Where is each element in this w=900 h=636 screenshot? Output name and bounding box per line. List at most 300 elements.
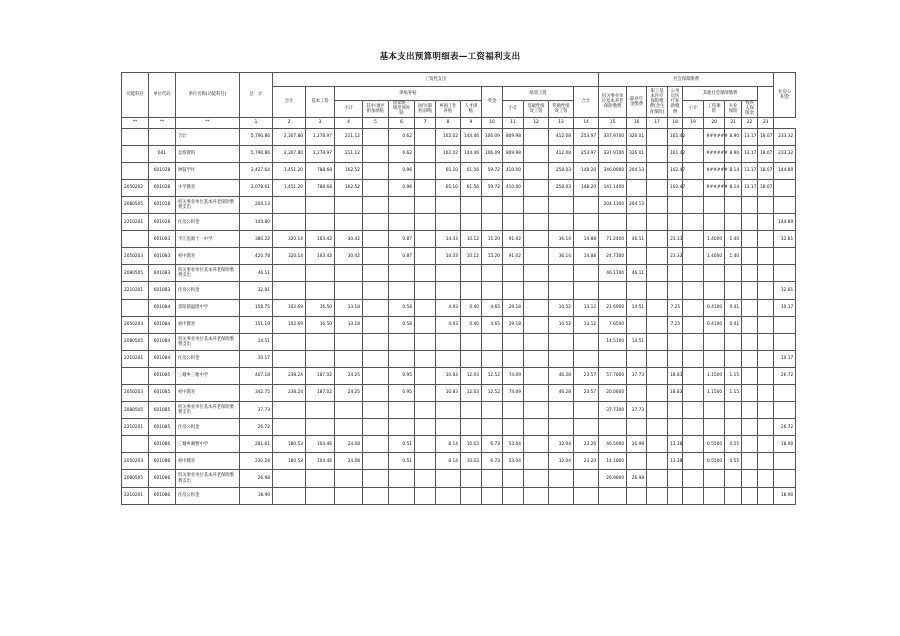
column-number: 16 <box>627 117 647 128</box>
value-cell: 23.20 <box>574 436 599 453</box>
value-cell <box>524 282 549 299</box>
value-cell <box>627 350 647 367</box>
value-cell <box>574 419 599 436</box>
unit-name-cell: 初中教育 <box>176 385 240 402</box>
value-cell <box>335 470 363 487</box>
value-cell: 211.12 <box>335 145 363 162</box>
value-cell <box>647 265 668 282</box>
table-row <box>122 402 796 419</box>
value-cell <box>704 214 725 231</box>
value-cell <box>461 350 482 367</box>
value-cell <box>647 316 668 333</box>
value-cell: 6.73 <box>482 436 503 453</box>
table-row <box>122 196 796 213</box>
value-cell <box>627 419 647 436</box>
table-row <box>122 453 796 470</box>
value-cell <box>758 333 774 350</box>
value-cell: 10.52 <box>549 316 574 333</box>
value-cell <box>742 419 758 436</box>
value-cell: 59.72 <box>482 179 503 196</box>
value-cell: 53.04 <box>503 453 524 470</box>
unit-name-cell: 机关事业单位基本养老保险缴费支出 <box>176 402 240 419</box>
value-cell: 18.90 <box>774 436 796 453</box>
value-cell: 104.46 <box>306 453 335 470</box>
unit-name-cell: 景阳镇温塔中学 <box>176 299 240 316</box>
value-cell: 10.12 <box>461 231 482 248</box>
value-cell: 0.4100 <box>704 316 725 333</box>
value-cell: 8.14 <box>436 453 461 470</box>
value-cell: 204.13 <box>240 196 273 213</box>
value-cell <box>415 145 436 162</box>
value-cell: 233.32 <box>774 145 796 162</box>
unit-code-cell: 601083 <box>149 231 176 248</box>
column-number: 15 <box>599 117 627 128</box>
value-cell: 4.65 <box>482 299 503 316</box>
value-cell: 57.7800 <box>599 367 627 384</box>
value-cell: 74.09 <box>503 367 524 384</box>
value-cell <box>306 419 335 436</box>
value-cell: 29.18 <box>503 316 524 333</box>
value-cell <box>436 402 461 419</box>
value-cell <box>273 333 306 350</box>
value-cell: 37.73 <box>627 402 647 419</box>
value-cell: ###### <box>704 145 725 162</box>
value-cell <box>415 350 436 367</box>
value-cell <box>574 196 599 213</box>
value-cell <box>668 350 683 367</box>
table-row <box>122 385 796 402</box>
unit-name-cell: 机关事业单位基本养老保险缴费支出 <box>176 470 240 487</box>
column-number: ** <box>149 117 176 128</box>
table-row <box>122 162 796 179</box>
value-cell <box>725 265 742 282</box>
value-cell <box>363 453 389 470</box>
value-cell <box>306 470 335 487</box>
value-cell <box>627 487 647 504</box>
value-cell <box>363 128 389 145</box>
value-cell <box>774 316 796 333</box>
value-cell <box>742 385 758 402</box>
value-cell <box>742 350 758 367</box>
value-cell: 71.2400 <box>599 231 627 248</box>
value-cell: 18.07 <box>758 128 774 145</box>
column-number: 6 <box>389 117 415 128</box>
unit-code-cell: 601085 <box>149 402 176 419</box>
value-cell: 12.52 <box>482 367 503 384</box>
value-cell <box>273 214 306 231</box>
value-cell: 0.40 <box>461 299 482 316</box>
value-cell <box>461 419 482 436</box>
value-cell <box>436 419 461 436</box>
value-cell <box>363 470 389 487</box>
unit-code-cell: 601084 <box>149 316 176 333</box>
column-number-row <box>122 117 796 128</box>
value-cell: 102.69 <box>273 316 306 333</box>
value-cell: 29.18 <box>503 299 524 316</box>
value-cell <box>415 196 436 213</box>
value-cell: 158.75 <box>240 299 273 316</box>
value-cell <box>306 350 335 367</box>
value-cell <box>774 385 796 402</box>
value-cell <box>725 350 742 367</box>
hdr-ss-medical: 职工基本医疗保险缴费(含生育保险) <box>647 87 668 118</box>
value-cell <box>549 333 574 350</box>
value-cell: 204.13 <box>627 196 647 213</box>
value-cell: 102.02 <box>436 128 461 145</box>
value-cell <box>482 470 503 487</box>
value-cell <box>524 367 549 384</box>
value-cell: 14.88 <box>574 248 599 265</box>
value-cell: 337.9700 <box>599 145 627 162</box>
value-cell <box>647 214 668 231</box>
unit-name-cell: 住房公积金 <box>176 282 240 299</box>
value-cell: 13.17 <box>742 128 758 145</box>
value-cell <box>273 350 306 367</box>
func-code-cell <box>122 128 149 145</box>
value-cell <box>306 333 335 350</box>
value-cell <box>758 282 774 299</box>
value-cell <box>647 367 668 384</box>
value-cell <box>415 282 436 299</box>
unit-code-cell: 601086 <box>149 470 176 487</box>
value-cell <box>574 265 599 282</box>
hdr-salary: 工资性支出 <box>273 73 599 87</box>
hdr-ss-subtotal: 合计 <box>574 87 599 118</box>
value-cell <box>574 282 599 299</box>
value-cell: 2,427.64 <box>240 162 273 179</box>
value-cell: 161.42 <box>668 145 683 162</box>
value-cell <box>742 316 758 333</box>
value-cell <box>647 470 668 487</box>
value-cell <box>774 179 796 196</box>
value-cell <box>683 179 704 196</box>
value-cell <box>683 350 704 367</box>
value-cell: 23.33 <box>668 231 683 248</box>
value-cell <box>363 179 389 196</box>
value-cell <box>363 402 389 419</box>
unit-name-cell: 合计 <box>176 128 240 145</box>
value-cell: 0.51 <box>389 453 415 470</box>
unit-code-cell: 601085 <box>149 385 176 402</box>
value-cell <box>461 265 482 282</box>
value-cell: ###### <box>704 162 725 179</box>
value-cell <box>273 402 306 419</box>
value-cell: 13.12 <box>574 299 599 316</box>
value-cell <box>704 333 725 350</box>
value-cell <box>683 196 704 213</box>
value-cell: 0.96 <box>389 162 415 179</box>
table-row <box>122 350 796 367</box>
value-cell: 26.72 <box>774 419 796 436</box>
column-number: 11 <box>503 117 524 128</box>
value-cell <box>742 265 758 282</box>
value-cell <box>436 470 461 487</box>
value-cell: 102.47 <box>668 162 683 179</box>
page-title: 基本支出预算明细表—工资福利支出 <box>379 52 521 62</box>
value-cell <box>415 402 436 419</box>
column-number: 1 <box>240 117 273 128</box>
column-number: 23 <box>758 117 774 128</box>
value-cell <box>574 487 599 504</box>
value-cell: 65.10 <box>436 179 461 196</box>
column-number: ** <box>122 117 149 128</box>
func-code-cell <box>122 367 149 384</box>
value-cell: 144.80 <box>774 162 796 179</box>
value-cell <box>683 214 704 231</box>
table-row <box>122 248 796 265</box>
value-cell: 1,278.97 <box>306 128 335 145</box>
value-cell <box>363 282 389 299</box>
table-row <box>122 265 796 282</box>
value-cell <box>627 248 647 265</box>
value-cell: 0.95 <box>389 367 415 384</box>
table-row <box>122 436 796 453</box>
unit-name-cell: 住房公积金 <box>176 487 240 504</box>
value-cell: 204.13 <box>627 162 647 179</box>
value-cell: 0.40 <box>461 316 482 333</box>
value-cell: 8.90 <box>725 145 742 162</box>
value-cell: 13.38 <box>668 453 683 470</box>
table-row <box>122 333 796 350</box>
value-cell: 32.81 <box>774 231 796 248</box>
value-cell <box>668 214 683 231</box>
value-cell: 148.20 <box>574 179 599 196</box>
unit-code-cell: 601028 <box>149 179 176 196</box>
value-cell <box>725 419 742 436</box>
value-cell <box>415 367 436 384</box>
value-cell: 0.41 <box>725 299 742 316</box>
value-cell <box>668 470 683 487</box>
value-cell: 233.32 <box>774 128 796 145</box>
value-cell <box>363 487 389 504</box>
value-cell: 5,790.86 <box>240 145 273 162</box>
unit-code-cell: 601086 <box>149 453 176 470</box>
value-cell: 61.56 <box>461 179 482 196</box>
value-cell <box>335 282 363 299</box>
value-cell <box>742 333 758 350</box>
unit-name-cell: 机关事业单位基本养老保险缴费支出 <box>176 265 240 282</box>
value-cell <box>273 470 306 487</box>
value-cell <box>389 470 415 487</box>
func-code-cell: 2080505 <box>122 333 149 350</box>
value-cell: 14.5100 <box>599 333 627 350</box>
unit-code-cell: 601 <box>149 145 176 162</box>
value-cell: 74.09 <box>503 385 524 402</box>
value-cell: 30.42 <box>335 248 363 265</box>
unit-name-cell: 机关事业单位基本养老保险缴费支出 <box>176 333 240 350</box>
value-cell: 0.96 <box>389 179 415 196</box>
value-cell <box>363 419 389 436</box>
value-cell: 14.33 <box>436 231 461 248</box>
value-cell <box>482 282 503 299</box>
value-cell <box>549 282 574 299</box>
value-cell: 10.17 <box>774 350 796 367</box>
value-cell: 162.52 <box>335 162 363 179</box>
func-code-cell: 2080505 <box>122 470 149 487</box>
value-cell: 788.68 <box>306 179 335 196</box>
unit-code-cell: 601084 <box>149 350 176 367</box>
value-cell <box>704 265 725 282</box>
value-cell <box>389 402 415 419</box>
value-cell <box>363 316 389 333</box>
value-cell: 1,278.97 <box>306 145 335 162</box>
value-cell <box>363 231 389 248</box>
value-cell <box>647 402 668 419</box>
value-cell: 238.24 <box>273 367 306 384</box>
value-cell <box>647 436 668 453</box>
value-cell <box>482 214 503 231</box>
value-cell: 2,078.61 <box>240 179 273 196</box>
value-cell <box>704 470 725 487</box>
value-cell: 2,307.80 <box>273 128 306 145</box>
unit-name-cell: 机关事业单位基本养老保险缴费支出 <box>176 196 240 213</box>
func-code-cell: 2210201 <box>122 214 149 231</box>
value-cell <box>742 248 758 265</box>
value-cell: 26.98 <box>627 470 647 487</box>
value-cell <box>647 350 668 367</box>
value-cell: 1.15 <box>725 367 742 384</box>
value-cell: 53.04 <box>503 436 524 453</box>
value-cell: 7.25 <box>668 316 683 333</box>
value-cell: 15.20 <box>482 231 503 248</box>
value-cell <box>524 248 549 265</box>
func-code-cell <box>122 436 149 453</box>
value-cell <box>647 248 668 265</box>
unit-code-cell: 601083 <box>149 282 176 299</box>
value-cell <box>574 214 599 231</box>
value-cell <box>335 419 363 436</box>
hdr-allowance-regional: 其中:地区附加津贴 <box>363 101 389 118</box>
value-cell: 91.02 <box>503 231 524 248</box>
value-cell: 26.98 <box>627 436 647 453</box>
value-cell: 1.40 <box>725 231 742 248</box>
value-cell <box>363 385 389 402</box>
unit-name-cell: 初中教育 <box>176 316 240 333</box>
value-cell <box>704 402 725 419</box>
value-cell: 10.17 <box>240 350 273 367</box>
hdr-housing: 住房公积金 <box>774 73 796 118</box>
value-cell <box>725 282 742 299</box>
value-cell: 12.03 <box>461 367 482 384</box>
column-number: 3 <box>306 117 335 128</box>
value-cell <box>335 265 363 282</box>
hdr-ss-civil: 公务员医疗补助缴费 <box>668 87 683 118</box>
value-cell <box>683 419 704 436</box>
value-cell <box>549 419 574 436</box>
value-cell <box>524 470 549 487</box>
value-cell: 24.7300 <box>599 248 627 265</box>
value-cell <box>774 265 796 282</box>
value-cell <box>503 419 524 436</box>
value-cell: 12.03 <box>461 385 482 402</box>
column-number: 17 <box>647 117 668 128</box>
value-cell: 32.04 <box>549 453 574 470</box>
value-cell <box>306 402 335 419</box>
value-cell: 8.14 <box>725 179 742 196</box>
value-cell: 1.15 <box>725 385 742 402</box>
value-cell: 24.25 <box>335 385 363 402</box>
func-code-cell: 2080505 <box>122 402 149 419</box>
func-code-cell: 2210201 <box>122 419 149 436</box>
hdr-merit-reward: 奖励性绩效工资 <box>549 101 574 118</box>
value-cell: 148.20 <box>574 162 599 179</box>
value-cell: 102.69 <box>273 299 306 316</box>
value-cell <box>683 299 704 316</box>
value-cell: 163.42 <box>306 248 335 265</box>
value-cell: 13.17 <box>742 162 758 179</box>
unit-name-cell: 住房公积金 <box>176 214 240 231</box>
value-cell <box>482 196 503 213</box>
value-cell <box>524 419 549 436</box>
value-cell <box>683 385 704 402</box>
value-cell <box>363 214 389 231</box>
value-cell <box>389 196 415 213</box>
value-cell: 18.90 <box>774 487 796 504</box>
value-cell <box>774 453 796 470</box>
value-cell <box>742 231 758 248</box>
value-cell: 18.83 <box>668 385 683 402</box>
value-cell <box>647 333 668 350</box>
value-cell <box>415 231 436 248</box>
value-cell: 144.80 <box>240 214 273 231</box>
value-cell: 18.07 <box>758 179 774 196</box>
value-cell <box>774 196 796 213</box>
value-cell: 23.33 <box>668 248 683 265</box>
value-cell <box>415 248 436 265</box>
value-cell: 14.33 <box>436 248 461 265</box>
value-cell: 1.1500 <box>704 385 725 402</box>
func-code-cell: 2050203 <box>122 316 149 333</box>
value-cell <box>273 196 306 213</box>
value-cell <box>774 470 796 487</box>
value-cell <box>758 214 774 231</box>
value-cell: 65.10 <box>436 162 461 179</box>
value-cell <box>273 265 306 282</box>
value-cell <box>758 350 774 367</box>
value-cell <box>627 453 647 470</box>
value-cell <box>683 145 704 162</box>
value-cell <box>524 128 549 145</box>
value-cell <box>647 162 668 179</box>
value-cell <box>363 436 389 453</box>
value-cell: 23.57 <box>574 385 599 402</box>
value-cell <box>725 487 742 504</box>
value-cell: 0.55 <box>725 436 742 453</box>
value-cell <box>647 231 668 248</box>
value-cell <box>627 316 647 333</box>
value-cell: 144.80 <box>774 214 796 231</box>
value-cell: 102.47 <box>668 179 683 196</box>
value-cell: 106.09 <box>482 145 503 162</box>
value-cell <box>389 487 415 504</box>
value-cell: 10.83 <box>436 367 461 384</box>
value-cell: 151.19 <box>240 316 273 333</box>
value-cell <box>415 470 436 487</box>
value-cell: 24.08 <box>335 453 363 470</box>
func-code-cell <box>122 162 149 179</box>
value-cell <box>306 265 335 282</box>
value-cell <box>524 179 549 196</box>
value-cell <box>683 316 704 333</box>
value-cell <box>647 487 668 504</box>
value-cell <box>503 196 524 213</box>
value-cell: 37.73 <box>240 402 273 419</box>
value-cell <box>415 385 436 402</box>
value-cell <box>758 487 774 504</box>
value-cell <box>273 282 306 299</box>
column-number: 21 <box>725 117 742 128</box>
value-cell <box>503 402 524 419</box>
